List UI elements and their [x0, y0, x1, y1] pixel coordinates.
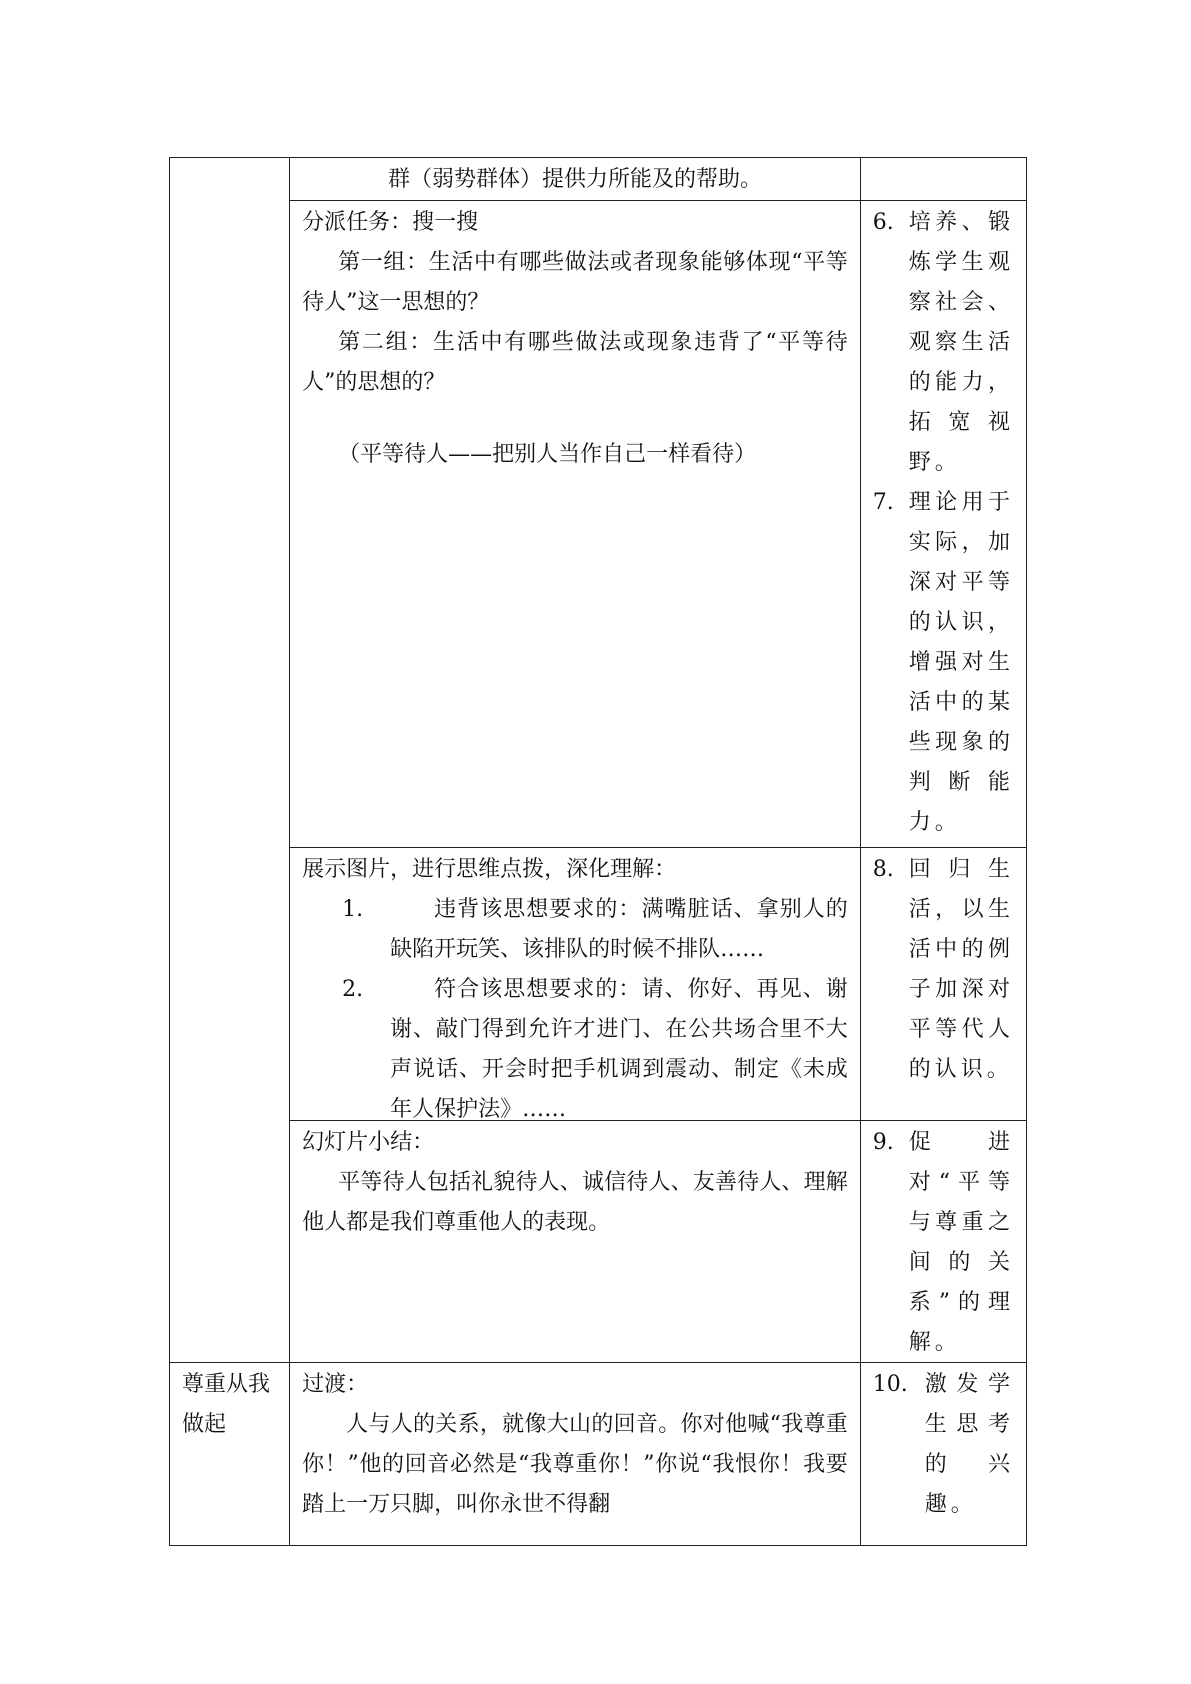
- activity-cell: [290, 158, 861, 201]
- activity-cell: [290, 1121, 861, 1363]
- activity-heading: 分派任务：搜一搜: [302, 210, 479, 235]
- list-number: 1.: [342, 897, 364, 922]
- list-number: 2.: [342, 977, 364, 1002]
- intent-cell: [860, 201, 1026, 848]
- note-text: 促进对“平等与尊重之间的关系”的理解。: [908, 1130, 1014, 1355]
- definition-text: （平等待人——把别人当作自己一样看待）: [338, 442, 757, 467]
- section-cell: [170, 1363, 290, 1546]
- note-number: 10.: [872, 1372, 908, 1397]
- intent-cell: [860, 848, 1026, 1121]
- group1-question: 第一组：生活中有哪些做法或者现象能够体现“平等待人”这一思想的？: [302, 250, 848, 315]
- transition-text: 人与人的关系，就像大山的回音。你对他喊“我尊重你！”他的回音必然是“我尊重你！”你说“我恨你！我要踏上一万只脚，叫你永世不得翻: [302, 1412, 848, 1517]
- note-number: 6.: [872, 210, 894, 235]
- note-text: 激发学生思考的兴趣。: [924, 1372, 1014, 1517]
- section-cell-empty: [170, 158, 290, 1363]
- table-row: [170, 201, 1027, 848]
- note-text: 培养、锻炼学生观察社会、观察生活的能力，拓宽视野。: [908, 210, 1014, 475]
- lesson-plan-table: [169, 157, 1027, 1546]
- activity-heading: 过渡：: [302, 1372, 369, 1397]
- activity-cell: [290, 201, 861, 848]
- note-text: 理论用于实际，加深对平等的认识，增强对生活中的某些现象的判断能力。: [908, 490, 1014, 835]
- note-10: [873, 1365, 1014, 1525]
- intent-text: [861, 158, 1026, 200]
- list-item: [302, 890, 848, 970]
- activity-cell: [290, 848, 861, 1121]
- example-list: [302, 890, 848, 1130]
- note-number: 8.: [872, 857, 894, 882]
- note-number: 9.: [872, 1130, 894, 1155]
- intent-cell: [860, 158, 1026, 201]
- table-row: [170, 1121, 1027, 1363]
- list-text: 违背该思想要求的：满嘴脏话、拿别人的缺陷开玩笑、该排队的时候不排队……: [390, 897, 848, 962]
- note-6: [873, 203, 1014, 483]
- activity-heading: 幻灯片小结：: [302, 1130, 435, 1155]
- intent-cell: [860, 1121, 1026, 1363]
- section-title: 尊重从我做起: [182, 1372, 271, 1437]
- note-text: 回归生活，以生活中的例子加深对平等代人的认识。: [908, 857, 1014, 1082]
- list-text: 符合该思想要求的：请、你好、再见、谢谢、敲门得到允许才进门、在公共场合里不大声说话、开会时把手机调到震动、制定《未成年人保护法》……: [390, 977, 848, 1122]
- note-9: [873, 1123, 1014, 1363]
- table-row: [170, 848, 1027, 1121]
- table-row: [170, 158, 1027, 201]
- activity-heading: 展示图片，进行思维点拨，深化理解：: [302, 857, 677, 882]
- note-8: [873, 850, 1014, 1090]
- activity-cell: [290, 1363, 861, 1546]
- note-7: [873, 483, 1014, 843]
- table-row: [170, 1363, 1027, 1546]
- note-number: 7.: [872, 490, 894, 515]
- list-item: [302, 970, 848, 1130]
- intent-cell: [860, 1363, 1026, 1546]
- group2-question: 第二组：生活中有哪些做法或现象违背了“平等待人”的思想的？: [302, 330, 848, 395]
- summary-text: 平等待人包括礼貌待人、诚信待人、友善待人、理解他人都是我们尊重他人的表现。: [302, 1170, 848, 1235]
- activity-text: 群（弱势群体）提供力所能及的帮助。: [387, 167, 762, 192]
